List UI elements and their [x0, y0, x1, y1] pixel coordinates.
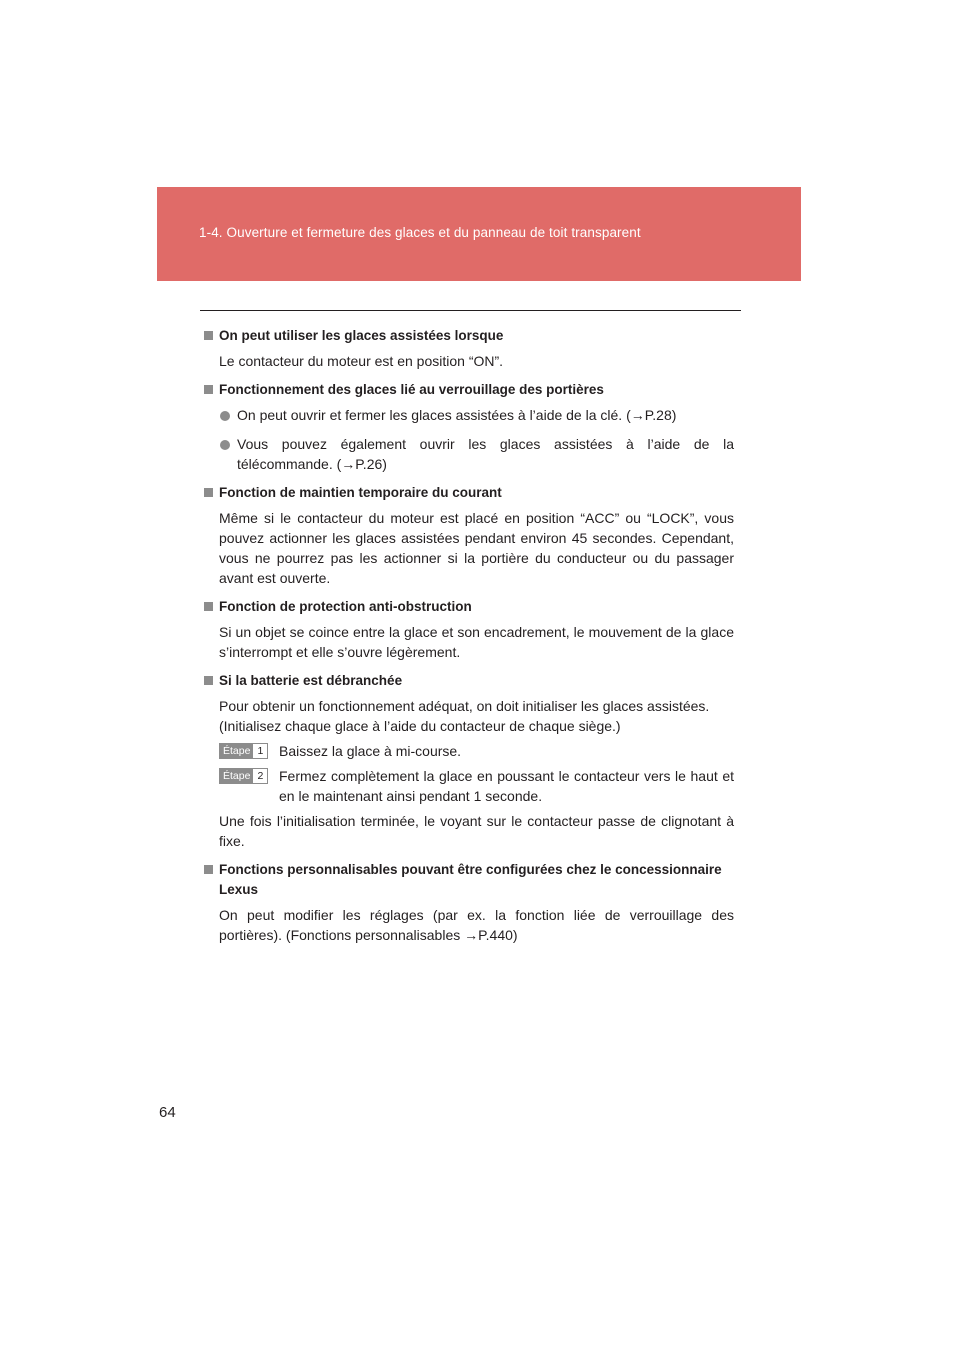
section-text: Si un objet se coince entre la glace et son encadrement, le mouvement de la glace s’interrompt et elle s’ouvre légèrement.	[219, 624, 734, 660]
section-text: On peut modifier les réglages (par ex. la fonction liée de verrouillage des portières). (Fonctions personnalisables →P.440)	[219, 907, 734, 943]
circle-bullet-icon	[220, 440, 230, 450]
section-text: Pour obtenir un fonctionnement adéquat, on doit initialiser les glaces assistées. (Initialisez chaque glace à l’aide du contacteur de chaque siège.)	[219, 698, 710, 734]
step-badge: Étape 2	[219, 768, 268, 784]
square-bullet-icon	[204, 488, 213, 497]
step-badge: Étape 1	[219, 743, 268, 759]
section-heading: Fonctionnement des glaces lié au verrouillage des portières	[204, 380, 734, 400]
header-divider	[200, 310, 741, 311]
square-bullet-icon	[204, 385, 213, 394]
page-content	[204, 326, 734, 945]
list-item: On peut ouvrir et fermer les glaces assistées à l’aide de la clé. (→P.28)	[204, 405, 734, 425]
square-bullet-icon	[204, 865, 213, 874]
section-title: 1-4. Ouverture et fermeture des glaces et du panneau de toit transparent	[199, 225, 641, 240]
square-bullet-icon	[204, 602, 213, 611]
section-text: Même si le contacteur du moteur est placé en position “ACC” ou “LOCK”, vous pouvez actionner les glaces assistées pendant environ 45 secondes. Cependant, vous ne pourrez pas les actionner si la portière du conducteur ou du passager avant est ouverte.	[219, 510, 734, 586]
section-heading: Fonction de maintien temporaire du courant	[204, 483, 734, 503]
section-text: Une fois l’initialisation terminée, le voyant sur le contacteur passe de clignotant à fixe.	[219, 813, 734, 849]
square-bullet-icon	[204, 676, 213, 685]
section-heading: Fonctions personnalisables pouvant être configurées chez le concessionnaire Lexus	[204, 860, 734, 900]
section-heading: Fonction de protection anti-obstruction	[204, 597, 734, 617]
section-text: Le contacteur du moteur est en position “ON”.	[219, 353, 504, 369]
circle-bullet-icon	[220, 411, 230, 421]
section-heading: Si la batterie est débranchée	[204, 671, 734, 691]
section-heading: On peut utiliser les glaces assistées lorsque	[204, 326, 734, 346]
page-number: 64	[159, 1104, 176, 1121]
square-bullet-icon	[204, 331, 213, 340]
list-item: Vous pouvez également ouvrir les glaces assistées à l’aide de la télécommande. (→P.26)	[204, 434, 734, 474]
chapter-header-band	[157, 187, 801, 281]
step-item: Étape 2 Fermez complètement la glace en poussant le contacteur vers le haut et en le maintenant ainsi pendant 1 seconde.	[204, 766, 734, 806]
step-item: Étape 1 Baissez la glace à mi-course.	[204, 741, 734, 761]
